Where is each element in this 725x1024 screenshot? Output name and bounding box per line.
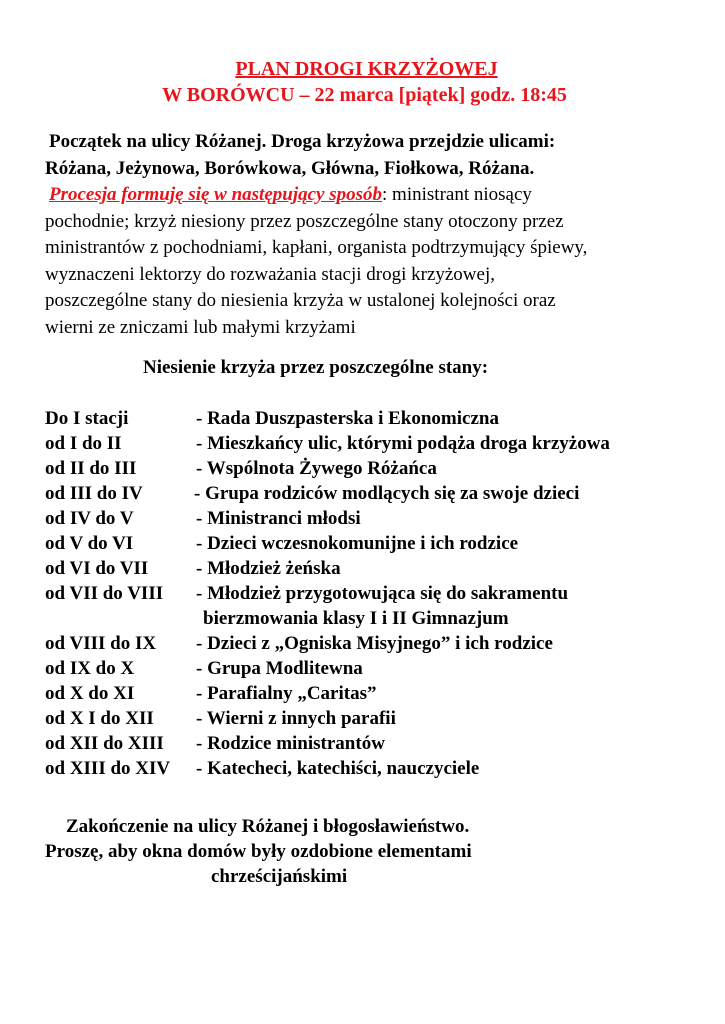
schedule-row [45,606,715,631]
station-range: od III do IV [45,483,143,504]
carrier-group: - Ministranci młodsi [196,508,361,529]
schedule-row [45,656,715,681]
carrier-group: - Rada Duszpasterska i Ekonomiczna [196,408,499,429]
schedule-row [45,556,715,581]
carrier-group: - Wspólnota Żywego Różańca [196,458,437,479]
procession-emphasis: Procesja formuję się w następujący sposób [49,184,383,205]
schedule-row [45,531,715,556]
carrier-group: bierzmowania klasy I i II Gimnazjum [203,608,509,629]
station-range: od II do III [45,458,137,479]
schedule-heading: Niesienie krzyża przez poszczególne stany: [143,357,489,378]
schedule-row [45,431,715,456]
station-range: od X do XI [45,683,135,704]
intro-line-4: pochodnie; krzyż niesiony przez poszczególne stany otoczony przez [45,210,564,232]
closing-line-3: chrześcijańskimi [211,866,348,887]
schedule-row [45,581,715,606]
schedule-row [45,681,715,706]
carrier-group: - Parafialny „Caritas” [196,683,377,704]
station-range: od I do II [45,433,122,454]
station-range: od V do VI [45,533,134,554]
carrier-group: - Mieszkańcy ulic, którymi podąża droga krzyżowa [196,433,610,454]
carrier-group: - Rodzice ministrantów [196,733,385,754]
carrier-group: - Dzieci z „Ogniska Misyjnego” i ich rodzice [196,633,553,654]
carrier-group: - Dzieci wczesnokomunijne i ich rodzice [196,533,519,554]
schedule-row [45,481,715,506]
schedule-row [45,756,715,781]
station-range: od XIII do XIV [45,758,171,779]
schedule-row [45,706,715,731]
station-range: od XII do XIII [45,733,164,754]
carrier-group: - Wierni z innych parafii [196,708,396,729]
intro-line-8: wierni ze zniczami lub małymi krzyżami [45,316,356,338]
carrier-group: - Młodzież żeńska [196,558,341,579]
intro-line-6: wyznaczeni lektorzy do rozważania stacji drogi krzyżowej, [45,263,495,285]
station-range: Do I stacji [45,408,129,429]
document-title: PLAN DROGI KRZYŻOWEJ [235,58,498,80]
carrier-group: - Młodzież przygotowująca się do sakramentu [196,583,569,604]
carrier-group: - Katecheci, katechiści, nauczyciele [196,758,480,779]
intro-line-3 [45,182,715,209]
carrier-group: - Grupa Modlitewna [196,658,363,679]
closing-paragraph [45,814,715,889]
schedule-row [45,631,715,656]
intro-line-5: ministrantów z pochodniami, kapłani, organista podtrzymujący śpiewy, [45,237,588,258]
station-range: od X I do XII [45,708,154,729]
station-range: od IV do V [45,508,134,529]
schedule-list [45,406,715,781]
intro-line-7: poszczególne stany do niesienia krzyża w ustalonej kolejności oraz [45,290,556,311]
station-range: od VII do VIII [45,583,164,604]
station-range: od VIII do IX [45,633,157,654]
schedule-row [45,731,715,756]
intro-line-3-rest: : ministrant niosący [382,184,532,205]
schedule-row [45,406,715,431]
schedule-row [45,456,715,481]
closing-line-2: Proszę, aby okna domów były ozdobione elementami [45,841,472,862]
document-subtitle-date: W BORÓWCU – 22 marca [piątek] godz. 18:45 [162,84,567,106]
intro-line-2: Różana, Jeżynowa, Borówkowa, Główna, Fiołkowa, Różana. [45,157,535,179]
schedule-row [45,506,715,531]
closing-line-1: Zakończenie na ulicy Różanej i błogosławieństwo. [66,816,470,837]
carrier-group: - Grupa rodziców modlących się za swoje dzieci [194,483,580,504]
intro-paragraph [45,129,715,341]
station-range: od IX do X [45,658,135,679]
intro-line-1: Początek na ulicy Różanej. Droga krzyżowa przejdzie ulicami: [49,131,556,152]
station-range: od VI do VII [45,558,149,579]
